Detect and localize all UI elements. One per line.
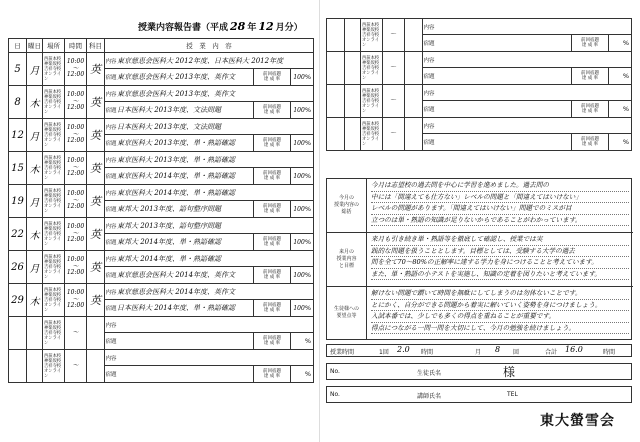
lesson-content: 東京医科大 2013年度、単・熟語確認 bbox=[117, 155, 236, 164]
lesson-time: 10:00 〜 12:00 bbox=[65, 251, 87, 284]
lesson-day: 8 bbox=[9, 86, 27, 119]
achievement-label: 前回宿題 達 成 率 bbox=[253, 366, 291, 382]
summary-focus bbox=[327, 179, 633, 233]
lesson-homework: 日本医科大 2014年度、単・熟語確認 bbox=[117, 304, 236, 312]
lesson-homework-cell: 宿題 前回宿題 達 成 率 % bbox=[105, 333, 314, 350]
achievement-rate: 100% bbox=[293, 106, 311, 114]
place-options: 西荻本校 神楽坂校 吉祥寺校 オンライン bbox=[361, 19, 383, 52]
focus-text: 今月は志望校の過去問を中心に学習を進めました。過去問の 中には「間違えても仕方ない」レベルの問題と「間違えてはいけない」 レベルの問題があります。「間違えてはいけない」問題でのミスが目 立つのは単・熟語の知識が足りないからであることがわかっています。 bbox=[371, 180, 629, 226]
lesson-content: 日本医科大 2013年度、文法問題 bbox=[117, 122, 222, 131]
student-sign-row bbox=[326, 363, 632, 380]
table-header-row bbox=[9, 39, 314, 53]
company-logo: 東大螢雪会 bbox=[540, 413, 615, 429]
title-month: 12 bbox=[258, 20, 274, 33]
header-place: 場所 bbox=[43, 39, 65, 53]
lesson-time: 10:00 〜 12:00 bbox=[65, 53, 87, 86]
place-options: 西荻本校 神楽坂校 吉祥寺校 オンライン bbox=[43, 86, 65, 119]
lesson-content: 東京慈恵会医科大 2012年度、日本医科大 2012年度 bbox=[117, 56, 284, 65]
lesson-homework: 東京慈恵会医科大 2013年度、英作文 bbox=[117, 73, 236, 81]
achievement-rate: % bbox=[622, 138, 629, 146]
lesson-weekday: 木 bbox=[27, 152, 43, 185]
achievement-rate: % bbox=[304, 337, 311, 345]
lesson-homework-cell: 宿題 日本医科大 2013年度、文法問題 前回宿題 達 成 率 100% bbox=[105, 102, 314, 119]
hours-label: 授業時間 bbox=[330, 349, 355, 356]
achievement-label: 前回宿題 達 成 率 bbox=[253, 234, 291, 250]
achievement-label: 前回宿題 達 成 率 bbox=[253, 201, 291, 217]
lesson-subject: 英 bbox=[87, 185, 105, 218]
lesson-subject bbox=[87, 350, 105, 383]
lesson-homework: 東邦大 2013年度、語句整序問題 bbox=[117, 205, 222, 213]
title-year-unit: 年 bbox=[247, 23, 257, 33]
contact-label: 生徒様への 要望点等 bbox=[327, 287, 367, 339]
right-page bbox=[326, 18, 632, 438]
lesson-homework-cell: 宿題 前回宿題 達 成 率 % bbox=[105, 366, 314, 383]
empty-lesson-row: 西荻本校 神楽坂校 吉祥寺校 オンライン 〜 内容 bbox=[327, 85, 632, 101]
place-options: 西荻本校 神楽坂校 吉祥寺校 オンライン bbox=[43, 218, 65, 251]
place-options: 西荻本校 神楽坂校 吉祥寺校 オンライン bbox=[361, 85, 383, 118]
left-page bbox=[8, 18, 314, 438]
lesson-day bbox=[9, 350, 27, 383]
achievement-rate: 100% bbox=[293, 73, 311, 81]
lesson-weekday: 木 bbox=[27, 218, 43, 251]
lesson-homework: 東京医科大 2014年度、単・熟語確認 bbox=[117, 172, 236, 180]
empty-lesson-row: 西荻本校 神楽坂校 吉祥寺校 オンライン 〜 内容 bbox=[327, 19, 632, 35]
achievement-label: 前回宿題 達 成 率 bbox=[571, 35, 609, 51]
hours-total-unit: 時間 bbox=[603, 349, 616, 356]
lesson-content-cell: 内容東京医科大 2014年度、単・熟語確認 bbox=[105, 185, 314, 201]
hours-count-label: 1回 bbox=[379, 349, 389, 356]
place-options: 西荻本校 神楽坂校 吉祥寺校 オンライン bbox=[43, 185, 65, 218]
achievement-label: 前回宿題 達 成 率 bbox=[253, 300, 291, 316]
header-subject: 科目 bbox=[87, 39, 105, 53]
achievement-label: 前回宿題 達 成 率 bbox=[571, 68, 609, 84]
header-time: 時間 bbox=[65, 39, 87, 53]
lesson-homework: 日本医科大 2013年度、文法問題 bbox=[117, 106, 222, 114]
lesson-body bbox=[9, 53, 314, 383]
lesson-table bbox=[8, 38, 314, 383]
title-year: 28 bbox=[230, 20, 246, 33]
lesson-day: 15 bbox=[9, 152, 27, 185]
lesson-content-cell: 内容 bbox=[105, 317, 314, 333]
place-options: 西荻本校 神楽坂校 吉祥寺校 オンライン bbox=[43, 53, 65, 86]
hours-row bbox=[326, 344, 632, 357]
lesson-subject: 英 bbox=[87, 86, 105, 119]
lesson-weekday: 木 bbox=[27, 86, 43, 119]
lesson-row bbox=[9, 185, 314, 201]
summary-contact bbox=[327, 287, 633, 339]
lesson-homework: 東京慈恵会医科大 2014年度、英作文 bbox=[117, 271, 236, 279]
lesson-day: 29 bbox=[9, 284, 27, 317]
achievement-label: 前回宿題 達 成 率 bbox=[571, 101, 609, 117]
lesson-content: 東邦大 2014年度、単・熟語確認 bbox=[117, 254, 222, 263]
summary-section bbox=[326, 178, 632, 340]
title-suffix: 月分） bbox=[275, 23, 303, 33]
lesson-row bbox=[9, 317, 314, 333]
place-options: 西荻本校 神楽坂校 吉祥寺校 オンライン bbox=[361, 52, 383, 85]
lesson-weekday: 月 bbox=[27, 185, 43, 218]
place-options: 西荻本校 神楽坂校 吉祥寺校 オンライン bbox=[43, 251, 65, 284]
lesson-subject: 英 bbox=[87, 218, 105, 251]
page-divider bbox=[319, 0, 320, 442]
lesson-homework: 東京医科大 2013年度、単・熟語確認 bbox=[117, 139, 236, 147]
achievement-label: 前回宿題 達 成 率 bbox=[253, 69, 291, 85]
lesson-homework: 東邦大 2014年度、単・熟語確認 bbox=[117, 238, 222, 246]
lesson-homework-cell: 宿題 東京医科大 2013年度、単・熟語確認 前回宿題 達 成 率 100% bbox=[105, 135, 314, 152]
lesson-row bbox=[9, 251, 314, 267]
lesson-weekday: 月 bbox=[27, 53, 43, 86]
achievement-rate: 100% bbox=[293, 172, 311, 180]
student-honorific: 様 bbox=[503, 365, 516, 379]
hours-total-value: 16.0 bbox=[565, 345, 583, 354]
lesson-content: 東京医科大 2014年度、単・熟語確認 bbox=[117, 188, 236, 197]
lesson-content-cell: 内容東邦大 2013年度、語句整序問題 bbox=[105, 218, 314, 234]
achievement-rate: % bbox=[622, 72, 629, 80]
lesson-weekday: 月 bbox=[27, 251, 43, 284]
lesson-homework-cell: 宿題 東京慈恵会医科大 2014年度、英作文 前回宿題 達 成 率 100% bbox=[105, 267, 314, 284]
achievement-rate: 100% bbox=[293, 271, 311, 279]
achievement-rate: % bbox=[622, 39, 629, 47]
header-weekday: 曜日 bbox=[27, 39, 43, 53]
place-options: 西荻本校 神楽坂校 吉祥寺校 オンライン bbox=[43, 284, 65, 317]
lesson-subject: 英 bbox=[87, 119, 105, 152]
lesson-time: 10:00 〜 12:00 bbox=[65, 284, 87, 317]
lesson-weekday bbox=[27, 350, 43, 383]
lesson-day: 12 bbox=[9, 119, 27, 152]
achievement-rate: % bbox=[622, 105, 629, 113]
lesson-row bbox=[9, 119, 314, 135]
lesson-time: 10:00 〜 12:00 bbox=[65, 218, 87, 251]
plan-text: 来月も引き続き単・熟語等を徹底して確認し、授業では実 践的な問題を扱うこととします。目標としては、受験する大学の過去 問を全て70〜80%の正解率に達する学力を身につけることと考えています。 また、単・熟語の小テストを実施し、知識の定着を図りたいと考えています。 bbox=[371, 234, 629, 280]
place-options: 西荻本校 神楽坂校 吉祥寺校 オンライン bbox=[43, 350, 65, 383]
lesson-row bbox=[9, 350, 314, 366]
lesson-time: 〜 bbox=[65, 317, 87, 350]
lesson-day: 5 bbox=[9, 53, 27, 86]
lesson-subject: 英 bbox=[87, 53, 105, 86]
lesson-row bbox=[9, 152, 314, 168]
achievement-label: 前回宿題 達 成 率 bbox=[571, 134, 609, 150]
lesson-time: 〜 bbox=[65, 350, 87, 383]
title-prefix: 授業内容報告書（平成 bbox=[138, 23, 229, 33]
lesson-subject: 英 bbox=[87, 284, 105, 317]
hours-count-value: 2.0 bbox=[397, 345, 410, 354]
lesson-content-cell: 内容 bbox=[105, 350, 314, 366]
lesson-content: 東京慈恵会医科大 2013年度、英作文 bbox=[117, 89, 236, 98]
lesson-day bbox=[9, 317, 27, 350]
lesson-homework-cell: 宿題 東邦大 2014年度、単・熟語確認 前回宿題 達 成 率 100% bbox=[105, 234, 314, 251]
lesson-content-cell: 内容東邦大 2014年度、単・熟語確認 bbox=[105, 251, 314, 267]
place-options: 西荻本校 神楽坂校 吉祥寺校 オンライン bbox=[43, 317, 65, 350]
lesson-content: 東邦大 2013年度、語句整序問題 bbox=[117, 221, 222, 230]
teacher-no-label: No. bbox=[330, 391, 340, 398]
lesson-time: 10:00 〜 12:00 bbox=[65, 152, 87, 185]
achievement-label: 前回宿題 達 成 率 bbox=[253, 135, 291, 151]
lesson-row bbox=[9, 86, 314, 102]
student-no-label: No. bbox=[330, 368, 340, 375]
hours-times-value: 8 bbox=[495, 345, 501, 354]
achievement-rate: 100% bbox=[293, 304, 311, 312]
lesson-time: 10:00 〜 12:00 bbox=[65, 185, 87, 218]
lesson-weekday bbox=[27, 317, 43, 350]
hours-times-unit: 回 bbox=[513, 349, 520, 356]
place-options: 西荻本校 神楽坂校 吉祥寺校 オンライン bbox=[43, 119, 65, 152]
lesson-homework-cell: 宿題 東京慈恵会医科大 2013年度、英作文 前回宿題 達 成 率 100% bbox=[105, 69, 314, 86]
lesson-content: 東京慈恵会医科大 2014年度、英作文 bbox=[117, 287, 236, 296]
lesson-subject: 英 bbox=[87, 152, 105, 185]
plan-label: 来月の 授業内容 と目標 bbox=[327, 233, 367, 286]
empty-lesson-body: 西荻本校 神楽坂校 吉祥寺校 オンライン 〜 内容 宿題 前回宿題 達 成 率 % 西荻本校 神楽坂校 吉祥寺校 オンライン 〜 内容 宿題 前回宿題 達 成 率 % 西荻本校 神楽坂校 吉祥寺校 オンライン 〜 内容 宿題 前回宿題 達 成 率 % 西荻本校 神楽坂校 吉祥寺校 オンライン 〜 内容 宿題 前回宿題 達 成 率 % bbox=[327, 19, 632, 151]
lesson-subject: 英 bbox=[87, 251, 105, 284]
achievement-rate: 100% bbox=[293, 205, 311, 213]
achievement-rate: 100% bbox=[293, 238, 311, 246]
empty-lesson-row: 西荻本校 神楽坂校 吉祥寺校 オンライン 〜 内容 bbox=[327, 118, 632, 134]
lesson-day: 22 bbox=[9, 218, 27, 251]
lesson-day: 26 bbox=[9, 251, 27, 284]
tel-label: TEL bbox=[507, 391, 518, 398]
lesson-time: 10:00 〜 12:00 bbox=[65, 86, 87, 119]
lesson-subject bbox=[87, 317, 105, 350]
hours-times-label: 月 bbox=[475, 349, 482, 356]
lesson-weekday: 木 bbox=[27, 284, 43, 317]
header-content: 授 業 内 容 bbox=[105, 39, 314, 53]
achievement-label: 前回宿題 達 成 率 bbox=[253, 267, 291, 283]
lesson-row bbox=[9, 284, 314, 300]
lesson-homework-cell: 宿題 東邦大 2013年度、語句整序問題 前回宿題 達 成 率 100% bbox=[105, 201, 314, 218]
lesson-content-cell: 内容東京慈恵会医科大 2014年度、英作文 bbox=[105, 284, 314, 300]
contact-text: 解けない問題で躓いて時間を無駄にしてしまうのは勿体ないことです。 とにかく、自分ができる問題から着実に解いていく姿勢を身につけましょう。 入試本番では、少しでも多くの得点を重ねることが重要です。 得点につながる一問一問を大切にして、今月の勉強を続けましょう。 bbox=[371, 288, 629, 334]
hours-unit: 時間 bbox=[421, 349, 434, 356]
lesson-day: 19 bbox=[9, 185, 27, 218]
lesson-content-cell: 内容東京医科大 2013年度、単・熟語確認 bbox=[105, 152, 314, 168]
empty-lesson-table bbox=[326, 18, 632, 151]
hours-total-label: 合計 bbox=[545, 349, 558, 356]
lesson-weekday: 月 bbox=[27, 119, 43, 152]
achievement-rate: % bbox=[304, 370, 311, 378]
lesson-row bbox=[9, 53, 314, 69]
teacher-name-label: 講師氏名 bbox=[417, 393, 442, 400]
lesson-content-cell: 内容東京慈恵会医科大 2013年度、英作文 bbox=[105, 86, 314, 102]
empty-lesson-row: 西荻本校 神楽坂校 吉祥寺校 オンライン 〜 内容 bbox=[327, 52, 632, 68]
lesson-content-cell: 内容日本医科大 2013年度、文法問題 bbox=[105, 119, 314, 135]
lesson-content-cell: 内容東京慈恵会医科大 2012年度、日本医科大 2012年度 bbox=[105, 53, 314, 69]
place-options: 西荻本校 神楽坂校 吉祥寺校 オンライン bbox=[361, 118, 383, 151]
teacher-sign-row bbox=[326, 386, 632, 403]
achievement-rate: 100% bbox=[293, 139, 311, 147]
page-title bbox=[138, 20, 303, 33]
lesson-time: 10:00 〜 12:00 bbox=[65, 119, 87, 152]
lesson-homework-cell: 宿題 東京医科大 2014年度、単・熟語確認 前回宿題 達 成 率 100% bbox=[105, 168, 314, 185]
focus-label: 今月の 授業内容の 総括 bbox=[327, 179, 367, 232]
lesson-homework-cell: 宿題 日本医科大 2014年度、単・熟語確認 前回宿題 達 成 率 100% bbox=[105, 300, 314, 317]
achievement-label: 前回宿題 達 成 率 bbox=[253, 333, 291, 349]
achievement-label: 前回宿題 達 成 率 bbox=[253, 168, 291, 184]
place-options: 西荻本校 神楽坂校 吉祥寺校 オンライン bbox=[43, 152, 65, 185]
summary-plan bbox=[327, 233, 633, 287]
student-name-label: 生徒氏名 bbox=[417, 370, 442, 377]
header-day: 日 bbox=[9, 39, 27, 53]
lesson-row bbox=[9, 218, 314, 234]
achievement-label: 前回宿題 達 成 率 bbox=[253, 102, 291, 118]
